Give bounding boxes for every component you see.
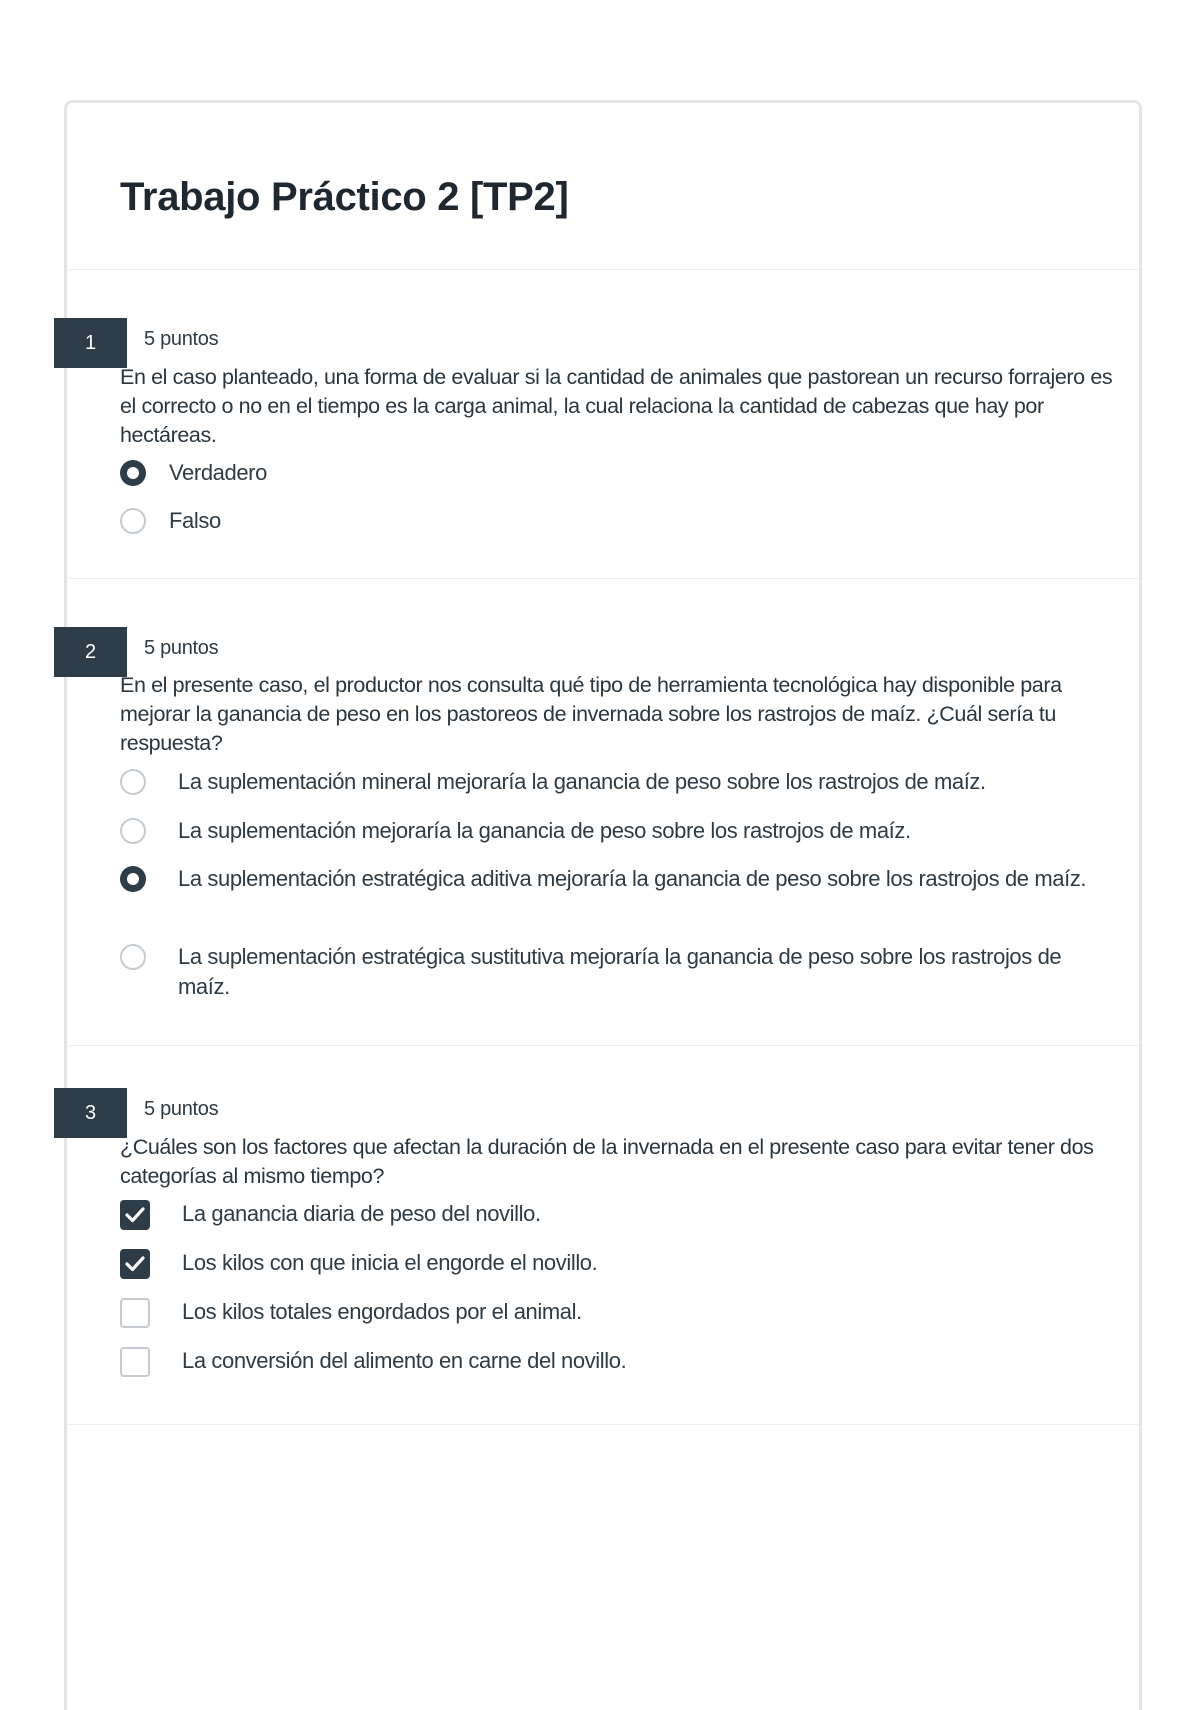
question-points: 5 puntos [144,328,219,350]
option-4[interactable] [120,942,1120,1002]
quiz-header [67,103,1139,270]
quiz-card [64,100,1142,1710]
checkbox-checked[interactable] [120,1249,150,1279]
option-4[interactable] [120,1346,1120,1377]
option-2[interactable] [120,816,1120,846]
radio-selected[interactable] [120,866,146,892]
option-falso[interactable] [120,506,1120,536]
option-label: La suplementación mejoraría la ganancia de peso sobre los rastrojos de maíz. [178,818,911,843]
option-label: Los kilos con que inicia el engorde el novillo. [182,1250,598,1275]
option-label: Verdadero [169,460,267,485]
option-label: La suplementación mineral mejoraría la ganancia de peso sobre los rastrojos de maíz. [178,769,986,794]
question-points: 5 puntos [144,1098,219,1120]
option-label: La ganancia diaria de peso del novillo. [182,1201,541,1226]
option-1[interactable] [120,767,1120,797]
radio-unselected[interactable] [120,818,146,844]
question-text: En el caso planteado, una forma de evaluar si la cantidad de animales que pastorean un recurso forrajero es el correcto o no en el tiempo es la carga animal, la cual relaciona la cantidad de cabezas que hay por hectáreas. [120,365,1113,447]
option-1[interactable] [120,1199,1120,1230]
question-points: 5 puntos [144,637,219,659]
question-1 [67,270,1139,579]
radio-unselected[interactable] [120,944,146,970]
radio-unselected[interactable] [120,769,146,795]
question-2 [67,579,1139,1046]
checkbox-unchecked[interactable] [120,1298,150,1328]
option-verdadero[interactable] [120,458,1120,488]
checkbox-checked[interactable] [120,1200,150,1230]
checkmark-icon [125,1255,145,1273]
option-label: La suplementación estratégica aditiva mejoraría la ganancia de peso sobre los rastrojos de maíz. [178,866,1087,891]
option-3[interactable] [120,1297,1120,1328]
option-label: La suplementación estratégica sustitutiva mejoraría la ganancia de peso sobre los rastrojos de maíz. [178,944,1062,999]
question-3 [67,1046,1139,1425]
option-label: Los kilos totales engordados por el animal. [182,1299,582,1324]
option-label: Falso [169,508,221,533]
question-text: En el presente caso, el productor nos consulta qué tipo de herramienta tecnológica hay disponible para mejorar la ganancia de peso en los pastoreos de invernada sobre los rastrojos de maíz. ¿Cuál sería tu respuesta? [120,673,1062,755]
radio-selected[interactable] [120,460,146,486]
question-number: 1 [54,318,127,368]
page-title: Trabajo Práctico 2 [TP2] [120,175,569,219]
checkbox-unchecked[interactable] [120,1347,150,1377]
question-number: 3 [54,1088,127,1138]
option-3[interactable] [120,864,1120,894]
option-label: La conversión del alimento en carne del novillo. [182,1348,627,1373]
question-number: 2 [54,627,127,677]
option-2[interactable] [120,1248,1120,1279]
checkmark-icon [125,1206,145,1224]
question-text: ¿Cuáles son los factores que afectan la duración de la invernada en el presente caso para evitar tener dos categorías al mismo tiempo? [120,1135,1094,1188]
radio-unselected[interactable] [120,508,146,534]
